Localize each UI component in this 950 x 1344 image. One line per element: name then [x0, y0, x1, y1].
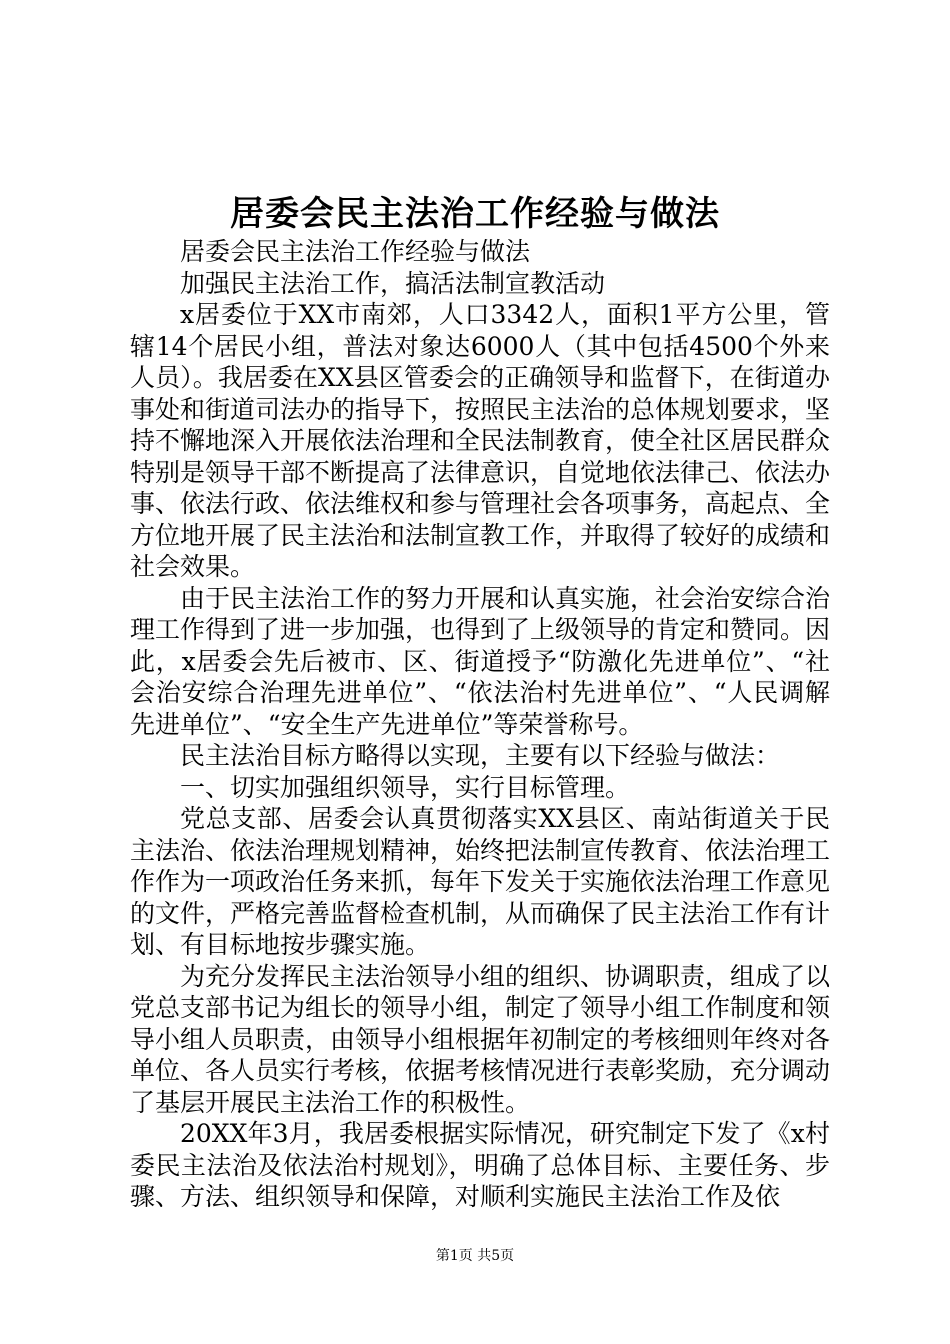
paragraph-plan: 20XX年3月，我居委根据实际情况，研究制定下发了《x村委民主法治及依法治村规划》，明确了总体目标、主要任务、步骤、方法、组织领导和保障，对顺利实施民主法治工作及依 [130, 1119, 830, 1211]
paragraph-intro-experience: 民主法治目标方略得以实现，主要有以下经验与做法： [180, 741, 781, 770]
paragraph-honors: 由于民主法治工作的努力开展和认真实施，社会治安综合治理工作得到了进一步加强，也得到了上级领导的肯定和赞同。因此，x居委会先后被市、区、街道授予“防激化先进单位”、“社会治安综合治理先进单位”、“依法治村先进单位”、“人民调解先进单位”、“安全生产先进单位”等荣誉称号。 [130, 583, 831, 739]
paragraph-subtitle: 加强民主法治工作，搞活法制宣教活动 [180, 268, 606, 298]
paragraph-leading-group: 为充分发挥民主法治领导小组的组织、协调职责，组成了以党总支部书记为组长的领导小组，制定了领导小组工作制度和领导小组人员职责，由领导小组根据年初制定的考核细则年终对各单位、各人员实行考核，依据考核情况进行表彰奖励，充分调动了基层开展民主法治工作的积极性。 [130, 961, 831, 1117]
paragraph-heading-repeat: 居委会民主法治工作经验与做法 [180, 237, 531, 266]
document-body [130, 236, 830, 1213]
paragraph-party-branch: 党总支部、居委会认真贯彻落实XX县区、南站街道关于民主法治、依法治理规划精神，始终把法制宣传教育、依法治理工作作为一项政治任务来抓，每年下发关于实施依法治理工作意见的文件，严格完善监督检查机制，从而确保了民主法治工作有计划、有目标地按步骤实施。 [130, 804, 831, 959]
section-heading-one: 一、切实加强组织领导，实行目标管理。 [180, 772, 631, 802]
paragraph-overview: x居委位于XX市南郊，人口3342人，面积1平方公里，管辖14个居民小组，普法对象达6000人（其中包括4500个外来人员）。我居委在XX县区管委会的正确领导和监督下，在街道办事处和街道司法办的指导下，按照民主法治的总体规划要求，坚持不懈地深入开展依法治理和全民法制教育，使全社区居民群众特别是领导干部不断提高了法律意识，自觉地依法律己、依法办事、依法行政、依法维权和参与管理社会各项事务，高起点、全方位地开展了民主法治和法制宣教工作，并取得了较好的成绩和社会效果。 [130, 300, 831, 581]
document-title: 居委会民主法治工作经验与做法 [230, 194, 720, 234]
page-footer: 第1页 共5页 [435, 1248, 515, 1264]
